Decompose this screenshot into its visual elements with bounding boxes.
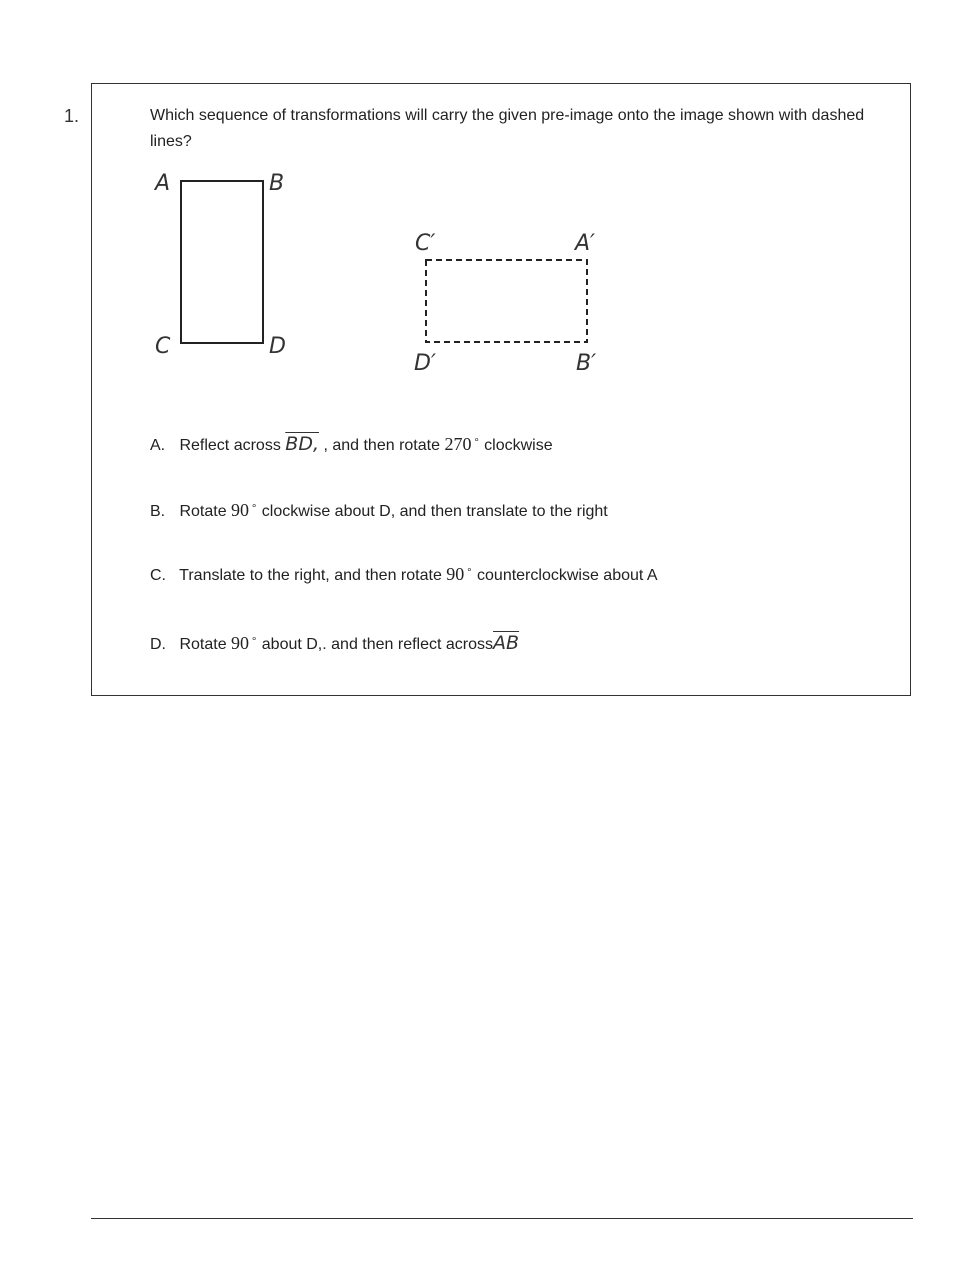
choice-d-text2: about D,. and then reflect across [261,636,494,653]
choice-b-text1: Rotate [179,503,227,520]
choice-a-angle: 270 [444,434,472,454]
label-d: D [269,334,286,359]
choice-c-angle: 90 [446,564,465,584]
label-a: A [155,171,171,196]
choice-b[interactable] [150,500,608,521]
label-c: C [155,334,171,359]
choice-d-angle: 90 [231,633,250,653]
choice-b-text2: clockwise about D, and then translate to the right [261,503,608,520]
bottom-rule [91,1218,913,1219]
image-rectangle [426,260,587,342]
choice-a-segment: BD, [285,433,319,455]
choice-a-letter: A. [150,437,166,454]
choice-c[interactable] [150,564,658,585]
choice-b-letter: B. [150,503,166,520]
choice-c-letter: C. [150,567,166,584]
choice-a-text1: Reflect across [179,437,281,454]
choice-d[interactable] [150,632,519,654]
choice-a[interactable] [150,433,553,455]
label-d-prime: D′ [414,351,436,376]
choice-d-letter: D. [150,636,166,653]
label-b: B [269,171,285,196]
choice-c-text1: Translate to the right, and then rotate [179,567,442,584]
question-number: 1. [64,106,80,126]
question-prompt: Which sequence of transformations will carry the given pre-image onto the image shown with dashed lines? [150,107,865,150]
label-a-prime: A′ [575,231,596,256]
choice-d-segment: $\overline{AB}$ [493,632,520,654]
choice-c-degree: ∘ [466,565,473,576]
label-c-prime: C′ [415,231,436,256]
choice-b-angle: 90 [231,500,250,520]
transformation-figure [140,160,620,390]
label-b-prime: B′ [576,351,597,376]
choice-c-text2: counterclockwise about A [477,567,658,584]
preimage-rectangle [181,181,263,343]
choice-a-text2: , and then rotate [323,437,440,454]
choice-d-degree: ∘ [251,634,258,645]
choice-d-text1: Rotate [179,636,227,653]
choice-a-degree: ∘ [473,435,480,446]
choice-b-degree: ∘ [251,501,258,512]
choice-a-text3: clockwise [484,437,553,454]
